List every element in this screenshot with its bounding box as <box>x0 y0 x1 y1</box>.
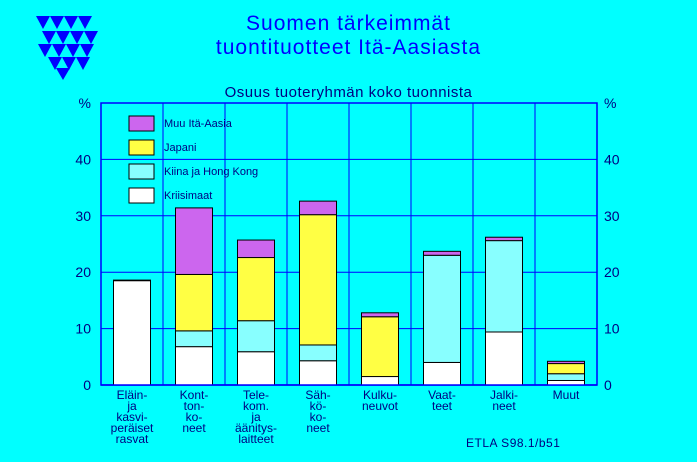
y-tick-label-right: 40 <box>604 151 620 168</box>
x-category-label: Kont-ton-ko-neet <box>179 388 209 435</box>
bar-segment-kriisimaat <box>114 281 151 385</box>
x-category-label: Eläin-ja kasvi-peräiset rasvat <box>110 388 154 446</box>
y-tick-label-left: 10 <box>75 320 91 337</box>
bar-segment-muu-it-aasia <box>548 361 585 363</box>
legend-label: Japani <box>164 142 197 154</box>
bar-segment-kriisimaat <box>176 347 213 385</box>
bar-segment-muu-it-aasia <box>176 208 213 275</box>
x-category-label: Säh-kö-ko-neet <box>305 388 331 435</box>
legend-swatch <box>129 164 154 179</box>
bar-segment-kiina-ja-hong-kong <box>300 345 337 361</box>
legend-label: Muu Itä-Aasia <box>164 118 232 130</box>
chart-subtitle: Osuus tuoteryhmän koko tuonnista <box>224 84 473 101</box>
y-tick-label-left: 0 <box>83 377 91 393</box>
bar-segment-muu-it-aasia <box>300 201 337 215</box>
bar-segment-japani <box>176 274 213 330</box>
bar-segment-muu-it-aasia <box>238 240 275 257</box>
y-tick-label-left: 40 <box>75 151 91 168</box>
bar-segment-kiina-ja-hong-kong <box>238 321 275 352</box>
chart-title-line2: tuontituotteet Itä-Aasiasta <box>215 36 482 59</box>
bar-segment-muu-it-aasia <box>362 313 399 317</box>
bar-segment-kiina-ja-hong-kong <box>548 374 585 381</box>
bar-segment-kriisimaat <box>362 377 399 385</box>
y-tick-label-right: 20 <box>604 264 620 281</box>
bar-segment-japani <box>238 258 275 321</box>
legend-label: Kriisimaat <box>164 190 213 202</box>
legend-label: Kiina ja Hong Kong <box>164 166 259 178</box>
y-tick-label-right: 10 <box>604 320 620 337</box>
bar-segment-kiina-ja-hong-kong <box>486 241 523 332</box>
bar-segment-kiina-ja-hong-kong <box>114 280 151 281</box>
bar-segment-japani <box>548 364 585 374</box>
y-tick-label-right: 30 <box>604 207 620 224</box>
y-tick-label-left: 30 <box>75 207 91 224</box>
bar-segment-muu-it-aasia <box>486 237 523 240</box>
y-unit-label-left: % <box>78 95 91 111</box>
legend-swatch <box>129 116 154 131</box>
x-category-label: Jalki-neet <box>489 388 519 413</box>
x-category-label: Vaat-teet <box>428 388 456 413</box>
x-category-label: Kulku-neuvot <box>361 388 399 413</box>
legend-swatch <box>129 140 154 155</box>
bar-segment-japani <box>300 215 337 345</box>
bar-segment-kriisimaat <box>238 352 275 385</box>
x-category-label: Tele-kom. ja äänitys-laitteet <box>234 388 278 446</box>
bar-segment-japani <box>362 317 399 377</box>
y-unit-label-right: % <box>604 95 617 111</box>
source-credit: ETLA S98.1/b51 <box>466 436 561 450</box>
bar-segment-kiina-ja-hong-kong <box>424 255 461 362</box>
bar-segment-kriisimaat <box>486 332 523 385</box>
bar-segment-kiina-ja-hong-kong <box>176 331 213 347</box>
chart-title-line1: Suomen tärkeimmät <box>246 12 451 35</box>
x-category-label: Muut <box>552 388 580 402</box>
bar-segment-kriisimaat <box>300 361 337 385</box>
bar-segment-kriisimaat <box>424 362 461 385</box>
y-tick-label-left: 20 <box>75 264 91 281</box>
legend-swatch <box>129 188 154 203</box>
y-tick-label-right: 0 <box>604 377 612 393</box>
bar-segment-muu-it-aasia <box>424 251 461 255</box>
